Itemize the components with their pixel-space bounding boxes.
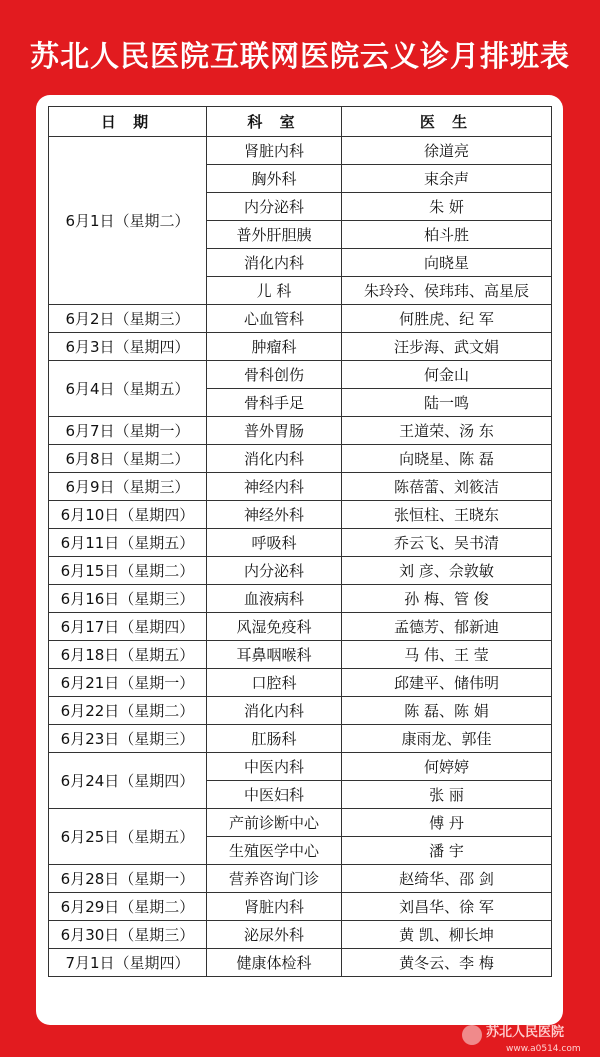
doctor-cell: 邱建平、储伟明 — [342, 669, 552, 697]
date-cell: 6月24日（星期四） — [49, 753, 207, 809]
dept-cell: 内分泌科 — [207, 557, 342, 585]
doctor-cell: 刘昌华、徐 军 — [342, 893, 552, 921]
dept-cell: 中医妇科 — [207, 781, 342, 809]
table-row — [49, 893, 552, 921]
schedule-table — [48, 106, 552, 977]
header-date: 日 期 — [49, 107, 207, 137]
table-row — [49, 333, 552, 361]
date-cell: 6月7日（星期一） — [49, 417, 207, 445]
table-row — [49, 613, 552, 641]
watermark-site: www.a0514.com — [506, 1044, 581, 1054]
dept-cell: 心血管科 — [207, 305, 342, 333]
date-cell: 6月4日（星期五） — [49, 361, 207, 417]
dept-cell: 骨科手足 — [207, 389, 342, 417]
dept-cell: 神经内科 — [207, 473, 342, 501]
doctor-cell: 向晓星 — [342, 249, 552, 277]
doctor-cell: 陈 磊、陈 娟 — [342, 697, 552, 725]
date-cell: 6月15日（星期二） — [49, 557, 207, 585]
date-cell: 6月29日（星期二） — [49, 893, 207, 921]
date-cell: 6月2日（星期三） — [49, 305, 207, 333]
doctor-cell: 朱玲玲、侯玮玮、高星辰 — [342, 277, 552, 305]
table-row — [49, 949, 552, 977]
date-cell: 6月25日（星期五） — [49, 809, 207, 865]
table-row — [49, 753, 552, 781]
date-cell: 6月3日（星期四） — [49, 333, 207, 361]
doctor-cell: 刘 彦、佘敦敏 — [342, 557, 552, 585]
table-row — [49, 501, 552, 529]
dept-cell: 生殖医学中心 — [207, 837, 342, 865]
table-row — [49, 585, 552, 613]
doctor-cell: 康雨龙、郭佳 — [342, 725, 552, 753]
header-doctor: 医 生 — [342, 107, 552, 137]
dept-cell: 消化内科 — [207, 697, 342, 725]
table-row — [49, 557, 552, 585]
date-cell: 6月30日（星期三） — [49, 921, 207, 949]
doctor-cell: 孟德芳、郁新迪 — [342, 613, 552, 641]
dept-cell: 呼吸科 — [207, 529, 342, 557]
dept-cell: 营养咨询门诊 — [207, 865, 342, 893]
dept-cell: 肾脏内科 — [207, 137, 342, 165]
dept-cell: 中医内科 — [207, 753, 342, 781]
dept-cell: 普外胃肠 — [207, 417, 342, 445]
dept-cell: 肿瘤科 — [207, 333, 342, 361]
dept-cell: 口腔科 — [207, 669, 342, 697]
table-row — [49, 473, 552, 501]
table-row — [49, 921, 552, 949]
dept-cell: 健康体检科 — [207, 949, 342, 977]
date-cell: 6月23日（星期三） — [49, 725, 207, 753]
watermark-name: 苏北人民医院 — [486, 1025, 565, 1040]
dept-cell: 泌尿外科 — [207, 921, 342, 949]
table-row — [49, 697, 552, 725]
doctor-cell: 朱 妍 — [342, 193, 552, 221]
doctor-cell: 乔云飞、吴书清 — [342, 529, 552, 557]
doctor-cell: 汪步海、武文娟 — [342, 333, 552, 361]
date-cell: 6月1日（星期二） — [49, 137, 207, 305]
date-cell: 6月21日（星期一） — [49, 669, 207, 697]
table-row — [49, 361, 552, 389]
dept-cell: 消化内科 — [207, 445, 342, 473]
doctor-cell: 王道荣、汤 东 — [342, 417, 552, 445]
header-dept: 科 室 — [207, 107, 342, 137]
table-row — [49, 641, 552, 669]
doctor-cell: 孙 梅、管 俊 — [342, 585, 552, 613]
date-cell: 6月8日（星期二） — [49, 445, 207, 473]
doctor-cell: 陆一鸣 — [342, 389, 552, 417]
dept-cell: 普外肝胆胰 — [207, 221, 342, 249]
date-cell: 6月10日（星期四） — [49, 501, 207, 529]
dept-cell: 骨科创伤 — [207, 361, 342, 389]
doctor-cell: 马 伟、王 莹 — [342, 641, 552, 669]
date-cell: 6月11日（星期五） — [49, 529, 207, 557]
dept-cell: 血液病科 — [207, 585, 342, 613]
table-row — [49, 669, 552, 697]
dept-cell: 肛肠科 — [207, 725, 342, 753]
doctor-cell: 何胜虎、纪 军 — [342, 305, 552, 333]
dept-cell: 耳鼻咽喉科 — [207, 641, 342, 669]
dept-cell: 风湿免疫科 — [207, 613, 342, 641]
page-title: 苏北人民医院互联网医院云义诊月排班表 — [29, 39, 570, 73]
doctor-cell: 黄冬云、李 梅 — [342, 949, 552, 977]
dept-cell: 神经外科 — [207, 501, 342, 529]
doctor-cell: 张恒柱、王晓东 — [342, 501, 552, 529]
table-row — [49, 305, 552, 333]
date-cell: 6月18日（星期五） — [49, 641, 207, 669]
dept-cell: 儿 科 — [207, 277, 342, 305]
doctor-cell: 张 丽 — [342, 781, 552, 809]
hospital-logo-icon — [462, 1025, 482, 1045]
table-header-row — [49, 107, 552, 137]
table-row — [49, 865, 552, 893]
doctor-cell: 赵绮华、邵 剑 — [342, 865, 552, 893]
table-row — [49, 445, 552, 473]
table-row — [49, 137, 552, 165]
doctor-cell: 陈蓓蕾、刘筱洁 — [342, 473, 552, 501]
date-cell: 6月17日（星期四） — [49, 613, 207, 641]
doctor-cell: 黄 凯、柳长坤 — [342, 921, 552, 949]
doctor-cell: 傅 丹 — [342, 809, 552, 837]
watermark — [462, 1022, 600, 1055]
table-row — [49, 725, 552, 753]
doctor-cell: 束余声 — [342, 165, 552, 193]
date-cell: 6月16日（星期三） — [49, 585, 207, 613]
table-row — [49, 417, 552, 445]
dept-cell: 肾脏内科 — [207, 893, 342, 921]
date-cell: 7月1日（星期四） — [49, 949, 207, 977]
dept-cell: 产前诊断中心 — [207, 809, 342, 837]
doctor-cell: 徐道亮 — [342, 137, 552, 165]
doctor-cell: 潘 宇 — [342, 837, 552, 865]
dept-cell: 内分泌科 — [207, 193, 342, 221]
doctor-cell: 何金山 — [342, 361, 552, 389]
dept-cell: 消化内科 — [207, 249, 342, 277]
doctor-cell: 向晓星、陈 磊 — [342, 445, 552, 473]
date-cell: 6月9日（星期三） — [49, 473, 207, 501]
table-row — [49, 809, 552, 837]
doctor-cell: 何婷婷 — [342, 753, 552, 781]
schedule-body — [49, 137, 552, 977]
table-row — [49, 529, 552, 557]
dept-cell: 胸外科 — [207, 165, 342, 193]
date-cell: 6月22日（星期二） — [49, 697, 207, 725]
date-cell: 6月28日（星期一） — [49, 865, 207, 893]
doctor-cell: 柏斗胜 — [342, 221, 552, 249]
